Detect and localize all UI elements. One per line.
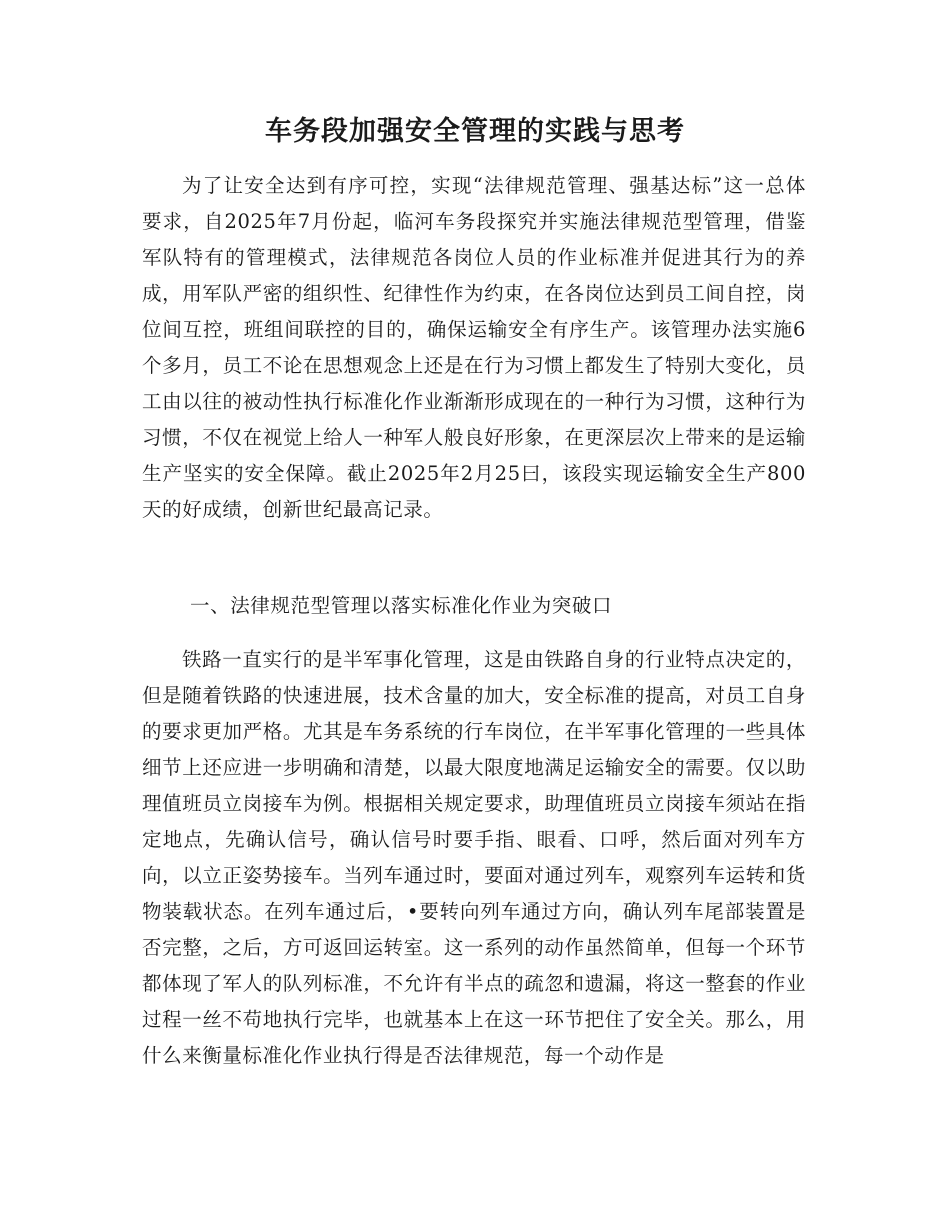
document-title: 车务段加强安全管理的实践与思考 (265, 116, 685, 147)
section-heading-1: 一、法律规范型管理以落实标准化作业为突破口 (190, 594, 613, 617)
section-1-paragraph: 铁路一直实行的是半军事化管理，这是由铁路自身的行业特点决定的，但是随着铁路的快速进展，技术含量的加大，安全标准的提高，对员工自身的要求更加严格。尤其是车务系统的行车岗位，在半军事化管理的一些具体细节上还应进一步明确和清楚，以最大限度地满足运输安全的需要。仅以助理值班员立岗接车为例。根据相关规定要求，助理值班员立岗接车须站在指定地点，先确认信号，确认信号时要手指、眼看、口呼，然后面对列车方向，以立正姿势接车。当列车通过时，要面对通过列车，观察列车运转和货物装载状态。在列车通过后，•要转向列车通过方向，确认列车尾部装置是否完整，之后，方可返回运转室。这一系列的动作虽然简单，但每一个环节都体现了军人的队列标准，不允许有半点的疏忽和遗漏，将这一整套的作业过程一丝不苟地执行完毕，也就基本上在这一环节把住了安全关。那么，用什么来衡量标准化作业执行得是否法律规范，每一个动作是 (142, 648, 806, 1067)
intro-paragraph: 为了让安全达到有序可控，实现“法律规范管理、强基达标”这一总体要求，自2025年7月份起，临河车务段探究并实施法律规范型管理，借鉴军队特有的管理模式，法律规范各岗位人员的作业标准并促进其行为的养成，用军队严密的组织性、纪律性作为约束，在各岗位达到员工间自控，岗位间互控，班组间联控的目的，确保运输安全有序生产。该管理办法实施6个多月，员工不论在思想观念上还是在行为习惯上都发生了特别大变化，员工由以往的被动性执行标准化作业渐渐形成现在的一种行为习惯，这种行为习惯，不仅在视觉上给人一种军人般良好形象，在更深层次上带来的是运输生产坚实的安全保障。截止2025年2月25曰，该段实现运输安全生产800天的好成绩，创新世纪最高记录。 (142, 174, 806, 521)
